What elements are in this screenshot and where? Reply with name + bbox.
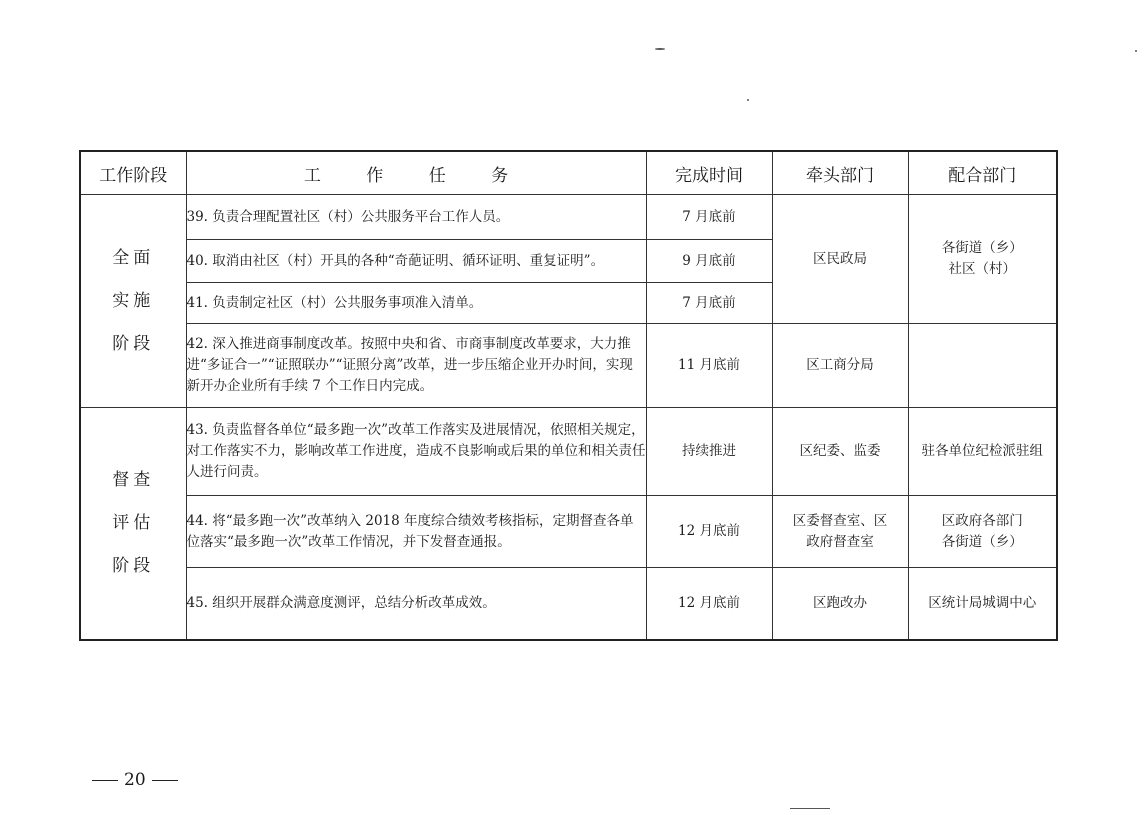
header-deadline: 完成时间 — [646, 151, 772, 195]
header-coop-department: 配合部门 — [908, 151, 1057, 195]
coop-department-cell: 区政府各部门各街道（乡） — [908, 496, 1057, 568]
stage-line: 督查 — [112, 469, 155, 490]
deadline-cell: 7 月底前 — [646, 195, 772, 240]
scan-speck — [790, 808, 830, 809]
stage-cell-supervision — [80, 408, 186, 640]
task-cell: 45. 组织开展群众满意度测评，总结分析改革成效。 — [186, 568, 646, 640]
coop-department-cell: 区统计局城调中心 — [908, 568, 1057, 640]
deadline-cell: 持续推进 — [646, 408, 772, 496]
task-cell: 42. 深入推进商事制度改革。按照中央和省、市商事制度改革要求，大力推进“多证合一”“证照联办”“证照分离”改革，进一步压缩企业开办时间，实现新开办企业所有手续 7 个工作日内完成。 — [186, 324, 646, 408]
task-schedule-table — [79, 150, 1058, 641]
task-cell: 39. 负责合理配置社区（村）公共服务平台工作人员。 — [186, 195, 646, 240]
page-number-text: 20 — [124, 770, 146, 790]
page-dash-left — [92, 780, 118, 782]
page-number — [86, 770, 184, 790]
deadline-cell: 12 月底前 — [646, 496, 772, 568]
task-cell: 40. 取消由社区（村）开具的各种“奇葩证明、循环证明、重复证明”。 — [186, 240, 646, 283]
table-row — [80, 195, 1057, 240]
task-cell: 44. 将“最多跑一次”改革纳入 2018 年度综合绩效考核指标，定期督查各单位落实“最多跑一次”改革工作情况，并下发督查通报。 — [186, 496, 646, 568]
scan-speck — [747, 99, 749, 101]
coop-department-cell — [908, 324, 1057, 408]
deadline-cell: 12 月底前 — [646, 568, 772, 640]
stage-cell-implementation — [80, 195, 186, 408]
stage-line: 阶段 — [112, 333, 155, 354]
lead-department-cell: 区纪委、监委 — [772, 408, 908, 496]
header-task: 工 作 任 务 — [186, 151, 646, 195]
header-lead-department: 牵头部门 — [772, 151, 908, 195]
stage-line: 实施 — [112, 290, 155, 311]
lead-department-cell: 区工商分局 — [772, 324, 908, 408]
lead-department-cell: 区委督查室、区政府督查室 — [772, 496, 908, 568]
deadline-cell: 7 月底前 — [646, 283, 772, 324]
deadline-cell: 11 月底前 — [646, 324, 772, 408]
page-dash-right — [152, 780, 178, 782]
table-row — [80, 408, 1057, 496]
scan-speck — [1135, 50, 1137, 52]
scan-speck — [655, 48, 665, 50]
header-stage: 工作阶段 — [80, 151, 186, 195]
coop-department-cell: 驻各单位纪检派驻组 — [908, 408, 1057, 496]
deadline-cell: 9 月底前 — [646, 240, 772, 283]
stage-line: 全面 — [112, 247, 155, 268]
task-cell: 41. 负责制定社区（村）公共服务事项准入清单。 — [186, 283, 646, 324]
stage-line: 阶段 — [112, 555, 155, 576]
table-row — [80, 496, 1057, 568]
task-cell: 43. 负责监督各单位“最多跑一次”改革工作落实及进展情况，依照相关规定，对工作落实不力，影响改革工作进度，造成不良影响或后果的单位和相关责任人进行问责。 — [186, 408, 646, 496]
stage-line: 评估 — [112, 512, 155, 533]
coop-department-cell: 各街道（乡）社区（村） — [908, 195, 1057, 324]
lead-department-cell: 区民政局 — [772, 195, 908, 324]
header-row — [80, 151, 1057, 195]
table-row — [80, 324, 1057, 408]
table-row — [80, 568, 1057, 640]
lead-department-cell: 区跑改办 — [772, 568, 908, 640]
